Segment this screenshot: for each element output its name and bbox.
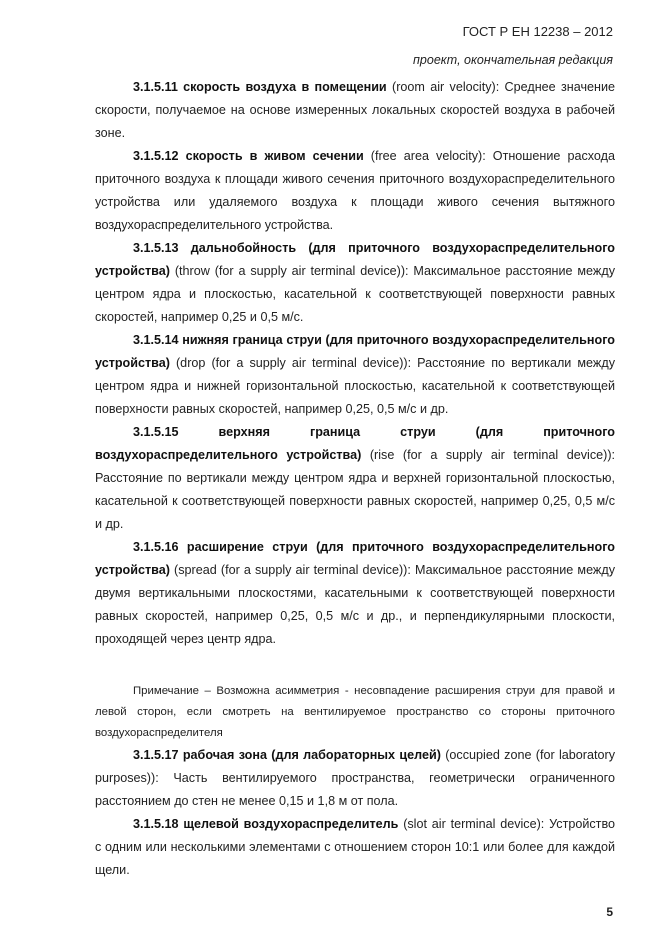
term-number: 3.1.5.11 <box>133 80 178 94</box>
term-number: 3.1.5.16 <box>133 540 179 554</box>
term-definition: (drop (for a supply air terminal device)): Расстояние по вертикали между центром ядра и нижней горизонтальной плоскостью, касательной к соответствующей поверхности равных скоростей, например 0,25, 0,5 м/с и др. <box>95 356 615 416</box>
term-definition: (rise (for a supply air terminal device)): Расстояние по вертикали между центром ядра и верхней горизонтальной плоскостью, касательной к соответствующей поверхности равных скоростей, например 0,25, 0,5 м/с и др. <box>95 448 616 531</box>
definition-3-1-5-13 <box>95 237 615 329</box>
definition-3-1-5-12 <box>95 145 615 237</box>
definition-3-1-5-11 <box>95 76 615 145</box>
term-name: нижняя граница струи (для приточного воздухораспределительного устройства) <box>95 333 615 370</box>
term-name: расширение струи (для приточного воздухораспределительного устройства) <box>95 540 615 577</box>
definition-3-1-5-14 <box>95 329 615 421</box>
definition-3-1-5-18 <box>95 813 615 882</box>
term-number: 3.1.5.14 <box>133 333 179 347</box>
term-name: скорость воздуха в помещении <box>183 80 387 94</box>
term-name: рабочая зона (для лабораторных целей) <box>182 748 441 762</box>
term-definition: (slot air terminal device): Устройство с одним или несколькими элементами с отношением сторон 10:1 или более для каждой щели. <box>95 817 616 877</box>
page-number: 5 <box>606 905 613 919</box>
note-paragraph: Примечание – Возможна асимметрия - несовпадение расширения струи для правой и левой сторон, если смотреть на вентилируемое пространство со стороны приточного воздухораспределителя <box>95 685 615 739</box>
term-number: 3.1.5.13 <box>133 241 179 255</box>
draft-status: проект, окончательная редакция <box>413 53 613 67</box>
term-number: 3.1.5.17 <box>133 748 179 762</box>
term-definition: (room air velocity): Среднее значение скорости, получаемое на основе измеренных локальных скоростей воздуха в рабочей зоне. <box>95 80 616 140</box>
term-number: 3.1.5.18 <box>133 817 179 831</box>
definition-3-1-5-17 <box>95 744 615 813</box>
term-definition: (occupied zone (for laboratory purposes)): Часть вентилируемого пространства, геометрически ограниченного расстоянием до стен не менее 0,15 и 1,8 м от пола. <box>95 748 616 808</box>
term-name: дальнобойность (для приточного воздухораспределительного устройства) <box>95 241 616 278</box>
page-content <box>95 76 615 882</box>
term-name: скорость в живом сечении <box>185 149 364 163</box>
term-number: 3.1.5.12 <box>133 149 179 163</box>
standard-designation: ГОСТ Р ЕН 12238 – 2012 <box>462 24 613 39</box>
term-definition: (free area velocity): Отношение расхода приточного воздуха к площади живого сечения приточного воздухораспределительного устройства или удаляемого воздуха к площади живого сечения вытяжного воздухораспределительного устройства. <box>95 149 616 232</box>
term-definition: (throw (for a supply air terminal device)): Максимальное расстояние между центром ядра и плоскостью, касательной к соответствующей поверхности равных скоростей, например 0,25 и 0,5 м/с. <box>95 264 615 324</box>
term-name: щелевой воздухораспределитель <box>183 817 399 831</box>
definition-3-1-5-16 <box>95 536 615 651</box>
term-definition: (spread (for a supply air terminal device)): Максимальное расстояние между двумя вертикальными плоскостями, касательными к соответствующей поверхности равных скоростей, например 0,25, 0,5 м/с и др., и перпендикулярными плоскости, проходящей через центр ядра. <box>95 563 615 646</box>
term-number: 3.1.5.15 <box>133 425 179 439</box>
definition-3-1-5-15 <box>95 421 615 536</box>
term-name: верхняя граница струи (для приточного воздухораспределительного устройства) <box>95 425 615 462</box>
